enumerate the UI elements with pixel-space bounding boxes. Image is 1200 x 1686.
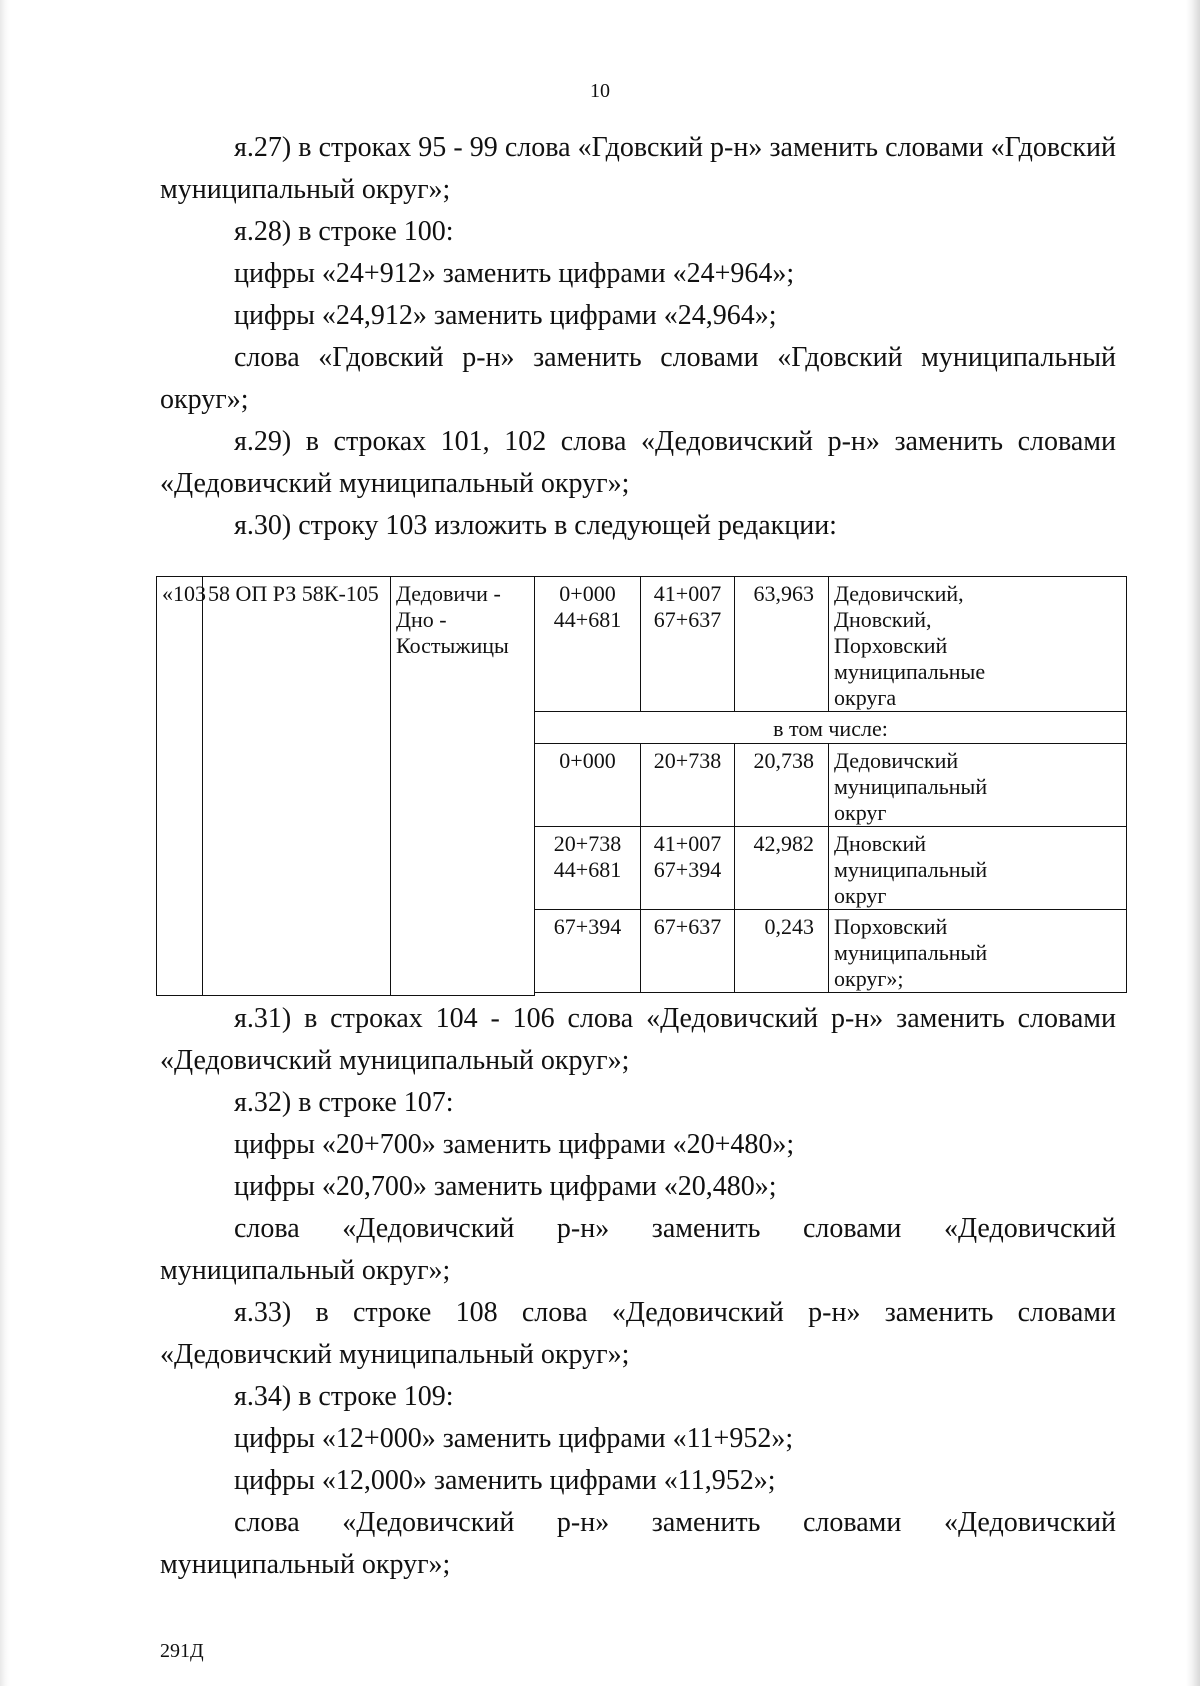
paragraphs-bottom bbox=[160, 998, 1116, 1586]
cell-line: муниципальный bbox=[834, 940, 988, 965]
cell-line: Дедовичский, bbox=[834, 581, 964, 606]
cell-line: Дно - bbox=[396, 607, 447, 632]
sub-end-cell bbox=[641, 827, 735, 910]
cell-line: Порховский bbox=[834, 633, 948, 658]
cell-line: округ»; bbox=[834, 966, 904, 991]
paragraph: цифры «24+912» заменить цифрами «24+964»; bbox=[234, 258, 795, 289]
cell-line: Порховский bbox=[834, 914, 948, 939]
main-start-cell bbox=[535, 577, 641, 712]
cell-line: 20+738 bbox=[653, 748, 722, 773]
cell-line: 44+681 bbox=[553, 607, 622, 632]
cell-line: 67+637 bbox=[653, 607, 722, 632]
paragraph: я.30) строку 103 изложить в следующей редакции: bbox=[234, 510, 837, 541]
paragraph: слова «Гдовский р-н» заменить словами «Гдовский муниципальный округ»; bbox=[160, 342, 1116, 415]
main-end-cell bbox=[641, 577, 735, 712]
including-label-cell: в том числе: bbox=[535, 712, 1127, 744]
sub-start-cell bbox=[535, 827, 641, 910]
paragraph: я.27) в строках 95 - 99 слова «Гдовский р-н» заменить словами «Гдовский муниципальный округ»; bbox=[160, 132, 1116, 205]
paragraph: я.34) в строке 109: bbox=[234, 1381, 454, 1412]
sub-start-cell bbox=[535, 744, 641, 827]
cell-line: 0+000 bbox=[559, 748, 616, 773]
sub-start-cell bbox=[535, 910, 641, 993]
cell-line: 41+007 bbox=[653, 831, 722, 856]
document-code: 291Д bbox=[160, 1640, 204, 1662]
main-length-cell: 63,963 bbox=[735, 577, 829, 712]
paragraph: цифры «12+000» заменить цифрами «11+952»; bbox=[234, 1423, 794, 1454]
cell-line: муниципальный bbox=[834, 857, 988, 882]
paragraph: я.33) в строке 108 слова «Дедовичский р-н» заменить словами «Дедовичский муниципальный округ»; bbox=[160, 1297, 1116, 1370]
cell-line: муниципальные bbox=[834, 659, 986, 684]
road-id-cell: 58 ОП РЗ 58К-105 bbox=[203, 577, 391, 996]
sub-end-cell bbox=[641, 744, 735, 827]
paragraph: цифры «20,700» заменить цифрами «20,480»; bbox=[234, 1171, 777, 1202]
paragraph: слова «Дедовичский р-н» заменить словами «Дедовичский муниципальный округ»; bbox=[160, 1213, 1116, 1286]
cell-line: 67+394 bbox=[653, 857, 722, 882]
cell-line: 41+007 bbox=[653, 581, 722, 606]
cell-line: округ bbox=[834, 800, 887, 825]
sub-length-cell: 0,243 bbox=[735, 910, 829, 993]
cell-line: 67+394 bbox=[553, 914, 622, 939]
cell-line: 44+681 bbox=[553, 857, 622, 882]
paragraphs-top bbox=[160, 127, 1116, 547]
paragraph: цифры «20+700» заменить цифрами «20+480»; bbox=[234, 1129, 795, 1160]
sub-district-cell bbox=[829, 827, 1127, 910]
paragraph: я.32) в строке 107: bbox=[234, 1087, 454, 1118]
scan-edge-right bbox=[1186, 0, 1200, 1686]
sub-district-cell bbox=[829, 744, 1127, 827]
paragraph: я.31) в строках 104 - 106 слова «Дедовичский р-н» заменить словами «Дедовичский муниципальный округ»; bbox=[160, 1003, 1116, 1076]
sub-end-cell bbox=[641, 910, 735, 993]
cell-line: Дновский, bbox=[834, 607, 932, 632]
sub-district-cell bbox=[829, 910, 1127, 993]
cell-line: округа bbox=[834, 685, 897, 710]
page-number: 10 bbox=[590, 80, 610, 102]
paragraph: цифры «12,000» заменить цифрами «11,952»; bbox=[234, 1465, 776, 1496]
road-amendment-table bbox=[156, 576, 1127, 996]
cell-line: Дедовичи - bbox=[396, 581, 501, 606]
paragraph: я.28) в строке 100: bbox=[234, 216, 454, 247]
cell-line: Дедовичский bbox=[834, 748, 959, 773]
scan-edge-left bbox=[0, 0, 10, 1686]
cell-line: Костыжицы bbox=[396, 633, 509, 658]
cell-line: 0+000 bbox=[559, 581, 616, 606]
main-district-cell bbox=[829, 577, 1127, 712]
paragraph: слова «Дедовичский р-н» заменить словами «Дедовичский муниципальный округ»; bbox=[160, 1507, 1116, 1580]
cell-line: 20+738 bbox=[553, 831, 622, 856]
cell-line: 67+637 bbox=[653, 914, 722, 939]
sub-length-cell: 42,982 bbox=[735, 827, 829, 910]
paragraph: цифры «24,912» заменить цифрами «24,964»; bbox=[234, 300, 777, 331]
row-number-cell: «103 bbox=[157, 577, 203, 996]
cell-line: муниципальный bbox=[834, 774, 988, 799]
road-name-cell bbox=[391, 577, 535, 996]
sub-length-cell: 20,738 bbox=[735, 744, 829, 827]
cell-line: округ bbox=[834, 883, 887, 908]
paragraph: я.29) в строках 101, 102 слова «Дедовичский р-н» заменить словами «Дедовичский муниципальный округ»; bbox=[160, 426, 1116, 499]
cell-line: Дновский bbox=[834, 831, 927, 856]
